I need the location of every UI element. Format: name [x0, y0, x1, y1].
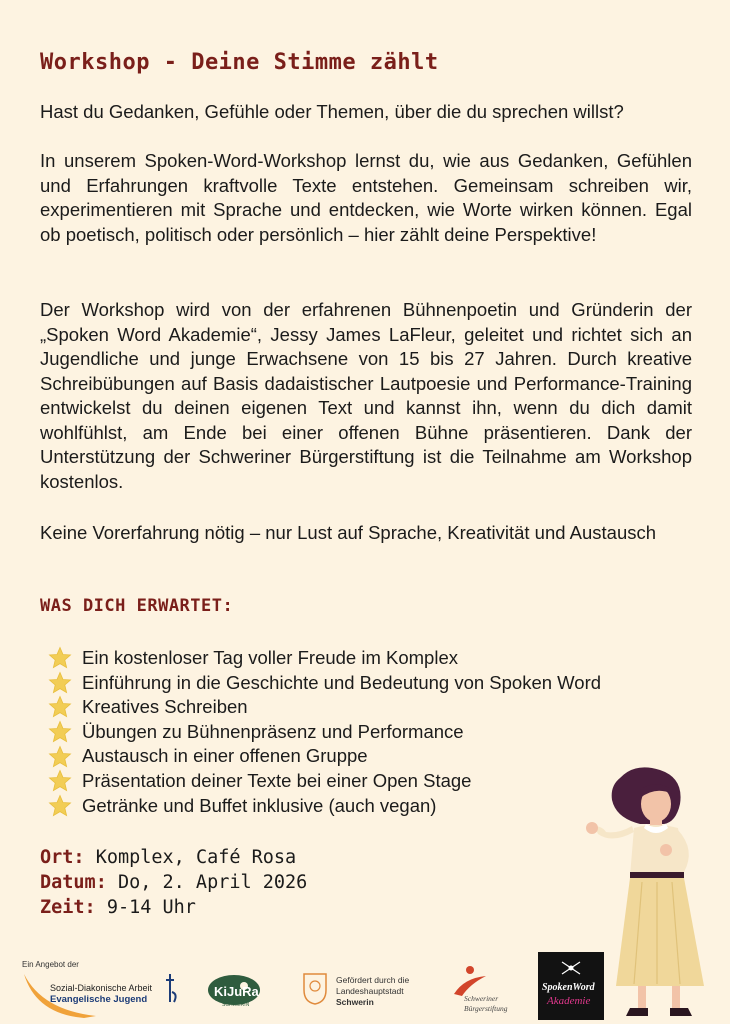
- logo-schwerin: [302, 972, 432, 1012]
- event-info: [40, 845, 307, 920]
- cross-icon: [162, 972, 180, 1006]
- time-label: Zeit:: [40, 897, 96, 918]
- logo-sda: [16, 960, 186, 1018]
- sda-line2: Evangelische Jugend: [50, 994, 148, 1005]
- logo-spoken-word-akademie: [538, 952, 604, 1020]
- star-icon: [48, 745, 72, 769]
- buerger-line1: Schweriner: [464, 994, 499, 1003]
- page-title: Workshop - Deine Stimme zählt: [40, 50, 439, 75]
- spoken-line1: SpokenWord: [542, 982, 595, 993]
- sda-line1: Sozial-Diakonische Arbeit: [50, 983, 153, 993]
- footer-logos: [16, 950, 616, 1020]
- paragraph-requirements: Keine Vorerfahrung nötig – nur Lust auf Sprache, Kreativität und Austausch: [40, 522, 657, 543]
- list-item-text: Übungen zu Bühnenpräsenz und Performance: [82, 720, 464, 742]
- star-icon: [48, 671, 72, 695]
- offer-label: Ein Angebot der: [22, 960, 79, 969]
- location-label: Ort:: [40, 847, 85, 868]
- list-item-text: Einführung in die Geschichte und Bedeutung von Spoken Word: [82, 671, 602, 693]
- logo-buergerstiftung: [450, 964, 530, 1018]
- list-item: [48, 671, 601, 696]
- funded-line2: Landeshauptstadt: [336, 986, 404, 996]
- star-icon: [48, 794, 72, 818]
- time-value: 9-14 Uhr: [106, 897, 196, 918]
- star-icon: [48, 646, 72, 670]
- funded-line1: Gefördert durch die: [336, 975, 410, 985]
- list-item: [48, 646, 601, 671]
- date-value: Do, 2. April 2026: [117, 872, 308, 893]
- list-item-text: Kreatives Schreiben: [82, 696, 248, 718]
- buerger-line2: Bürgerstiftung: [464, 1004, 508, 1013]
- info-date: [40, 870, 307, 895]
- expect-heading: WAS DICH ERWARTET:: [40, 596, 234, 616]
- logo-kijura: [206, 972, 262, 1014]
- star-icon: [48, 720, 72, 744]
- info-time: [40, 895, 307, 920]
- list-item-text: Austausch in einer offenen Gruppe: [82, 745, 368, 767]
- date-label: Datum:: [40, 872, 107, 893]
- buergerstiftung-icon: [450, 964, 490, 998]
- funded-line3: Schwerin: [336, 997, 374, 1007]
- paragraph-details: Der Workshop wird von der erfahrenen Bühnenpoetin und Gründerin der „Spoken Word Akademie“, Jessy James LaFleur, geleitet und richtet sich an Jugendliche und junge Erwachsene von 15 bis 27 Jahren. Durch kreative Schreibübungen auf Basis dadaistischer Lautpoesie und Performance-Training entwickelst du deinen eigenen Text und kannst ihn, wenn du dich damit wohlfühlst, am Ende bei einer offenen Bühne präsentieren. Dank der Unterstützung der Schweriner Bürgerstiftung ist die Teilnahme am Workshop kostenlos.: [40, 299, 692, 492]
- list-item: [48, 794, 601, 819]
- star-icon: [48, 695, 72, 719]
- location-value: Komplex, Café Rosa: [95, 847, 297, 868]
- list-item-text: Getränke und Buffet inklusive (auch vegan): [82, 794, 437, 816]
- info-location: [40, 845, 307, 870]
- intro-question: Hast du Gedanken, Gefühle oder Themen, über die du sprechen willst?: [40, 101, 624, 122]
- spoken-word-emblem-icon: [558, 958, 584, 978]
- paragraph-workshop: In unserem Spoken-Word-Workshop lernst du, wie aus Gedanken, Gefühlen und Erfahrungen kraftvolle Texte entstehen. Gemeinsam schreiben wir, experimentieren mit Sprache und entdecken, wie Worte wirken können. Egal ob poetisch, politisch oder persönlich – hier zählt deine Perspektive!: [40, 150, 692, 245]
- coat-of-arms-icon: [302, 972, 328, 1006]
- star-icon: [48, 769, 72, 793]
- expect-list: [48, 646, 601, 818]
- kijura-sub: SCHWERIN: [222, 1002, 250, 1008]
- list-item-text: Ein kostenloser Tag voller Freude im Komplex: [82, 647, 458, 668]
- list-item-text: Präsentation deiner Texte bei einer Open Stage: [82, 769, 472, 791]
- list-item: [48, 744, 601, 769]
- list-item: [48, 720, 601, 745]
- kijura-text: KiJuRa: [214, 984, 259, 999]
- list-item: [48, 695, 601, 720]
- list-item: [48, 769, 601, 794]
- spoken-line2: Akademie: [547, 995, 591, 1007]
